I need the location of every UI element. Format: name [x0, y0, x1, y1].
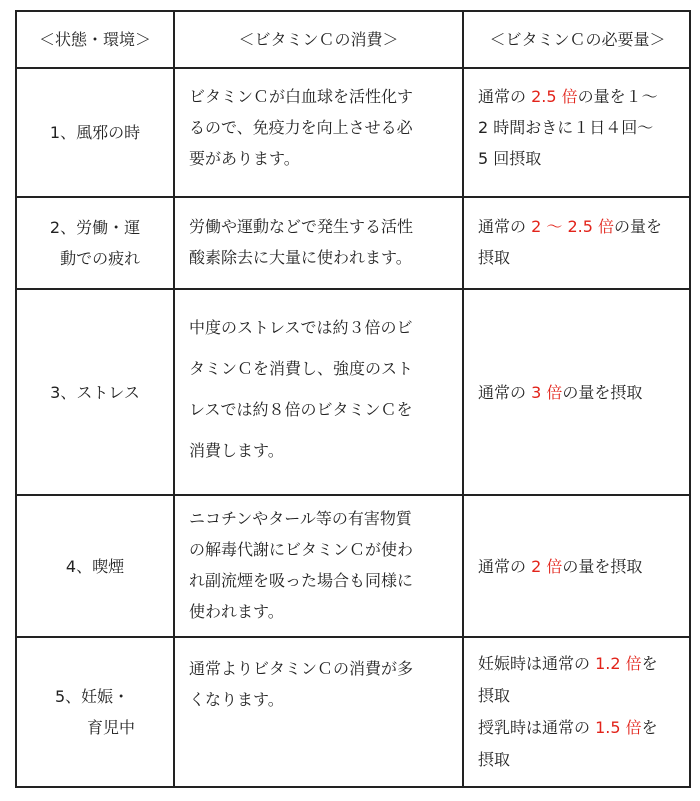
- highlight-amount: 1.2 倍: [595, 654, 642, 673]
- highlight-amount: 3 倍: [531, 382, 563, 402]
- highlight-amount: 2 倍: [531, 556, 563, 576]
- requirement-line: [478, 712, 677, 744]
- requirement-line: [478, 211, 677, 242]
- row-2-state: 2、労働・運 動での疲れ: [49, 218, 141, 268]
- requirement-text: 摂取: [478, 686, 511, 705]
- highlight-amount: 2 〜 2.5 倍: [531, 217, 614, 236]
- header-consumption: ＜ビタミンＣの消費＞: [238, 30, 399, 49]
- header-state: ＜状態・環境＞: [38, 30, 151, 49]
- requirement-text: 摂取: [478, 248, 511, 267]
- row-5-state: 5、妊娠・ 育児中: [54, 687, 135, 737]
- requirement-line: [478, 648, 677, 680]
- vitamin-c-table: [15, 10, 691, 788]
- highlight-amount: 1.5 倍: [595, 718, 642, 737]
- row-5-requirement: [464, 648, 691, 776]
- requirement-line: [478, 680, 677, 712]
- requirement-text: 妊娠時は通常の: [478, 654, 596, 673]
- row-3-state: 3、ストレス: [50, 382, 140, 402]
- row-1-requirement: [464, 81, 691, 174]
- requirement-text: 通常の: [478, 556, 532, 576]
- requirement-line: [478, 81, 677, 112]
- requirement-text: 2 時間おきに１日４回〜: [478, 118, 654, 137]
- row-1-state: 1、風邪の時: [49, 123, 141, 142]
- requirement-text: 授乳時は通常の: [478, 718, 596, 737]
- requirement-line: [478, 143, 677, 174]
- requirement-text: 通常の: [478, 382, 532, 402]
- row-3-consumption: 中度のストレスでは約３倍のビ タミンＣを消費し、強度のスト レスでは約８倍のビタミンＣを 消費します。: [189, 318, 414, 460]
- highlight-amount: 2.5 倍: [531, 87, 578, 106]
- row-2-requirement: [464, 211, 691, 273]
- requirement-text: の量を１〜: [577, 87, 658, 106]
- header-requirement: ＜ビタミンＣの必要量＞: [489, 30, 666, 49]
- row-4-requirement: [464, 496, 691, 636]
- requirement-text: の量を摂取: [562, 382, 643, 402]
- requirement-text: 摂取: [478, 750, 511, 769]
- row-2-consumption: 労働や運動などで発生する活性 酸素除去に大量に使われます。: [189, 217, 414, 267]
- requirement-text: 通常の: [478, 87, 532, 106]
- requirement-line: [478, 377, 677, 408]
- row-3-requirement: [464, 290, 691, 494]
- requirement-text: を: [641, 718, 658, 737]
- requirement-text: の量を摂取: [562, 556, 643, 576]
- requirement-text: 5 回摂取: [478, 149, 542, 168]
- requirement-line: [478, 744, 677, 776]
- row-1-consumption: ビタミンＣが白血球を活性化す るので、免疫力を向上させる必 要があります。: [189, 87, 414, 168]
- requirement-text: 通常の: [478, 217, 532, 236]
- requirement-line: [478, 112, 677, 143]
- requirement-text: の量を: [613, 217, 662, 236]
- requirement-text: を: [641, 654, 658, 673]
- requirement-line: [478, 242, 677, 273]
- row-4-consumption: ニコチンやタール等の有害物質 の解毒代謝にビタミンＣが使わ れ副流煙を吸った場合も同様に 使われます。: [189, 509, 414, 621]
- row-4-state: 4、喫煙: [65, 556, 125, 576]
- requirement-line: [478, 551, 677, 582]
- row-5-consumption: 通常よりビタミンＣの消費が多 くなります。: [189, 659, 414, 709]
